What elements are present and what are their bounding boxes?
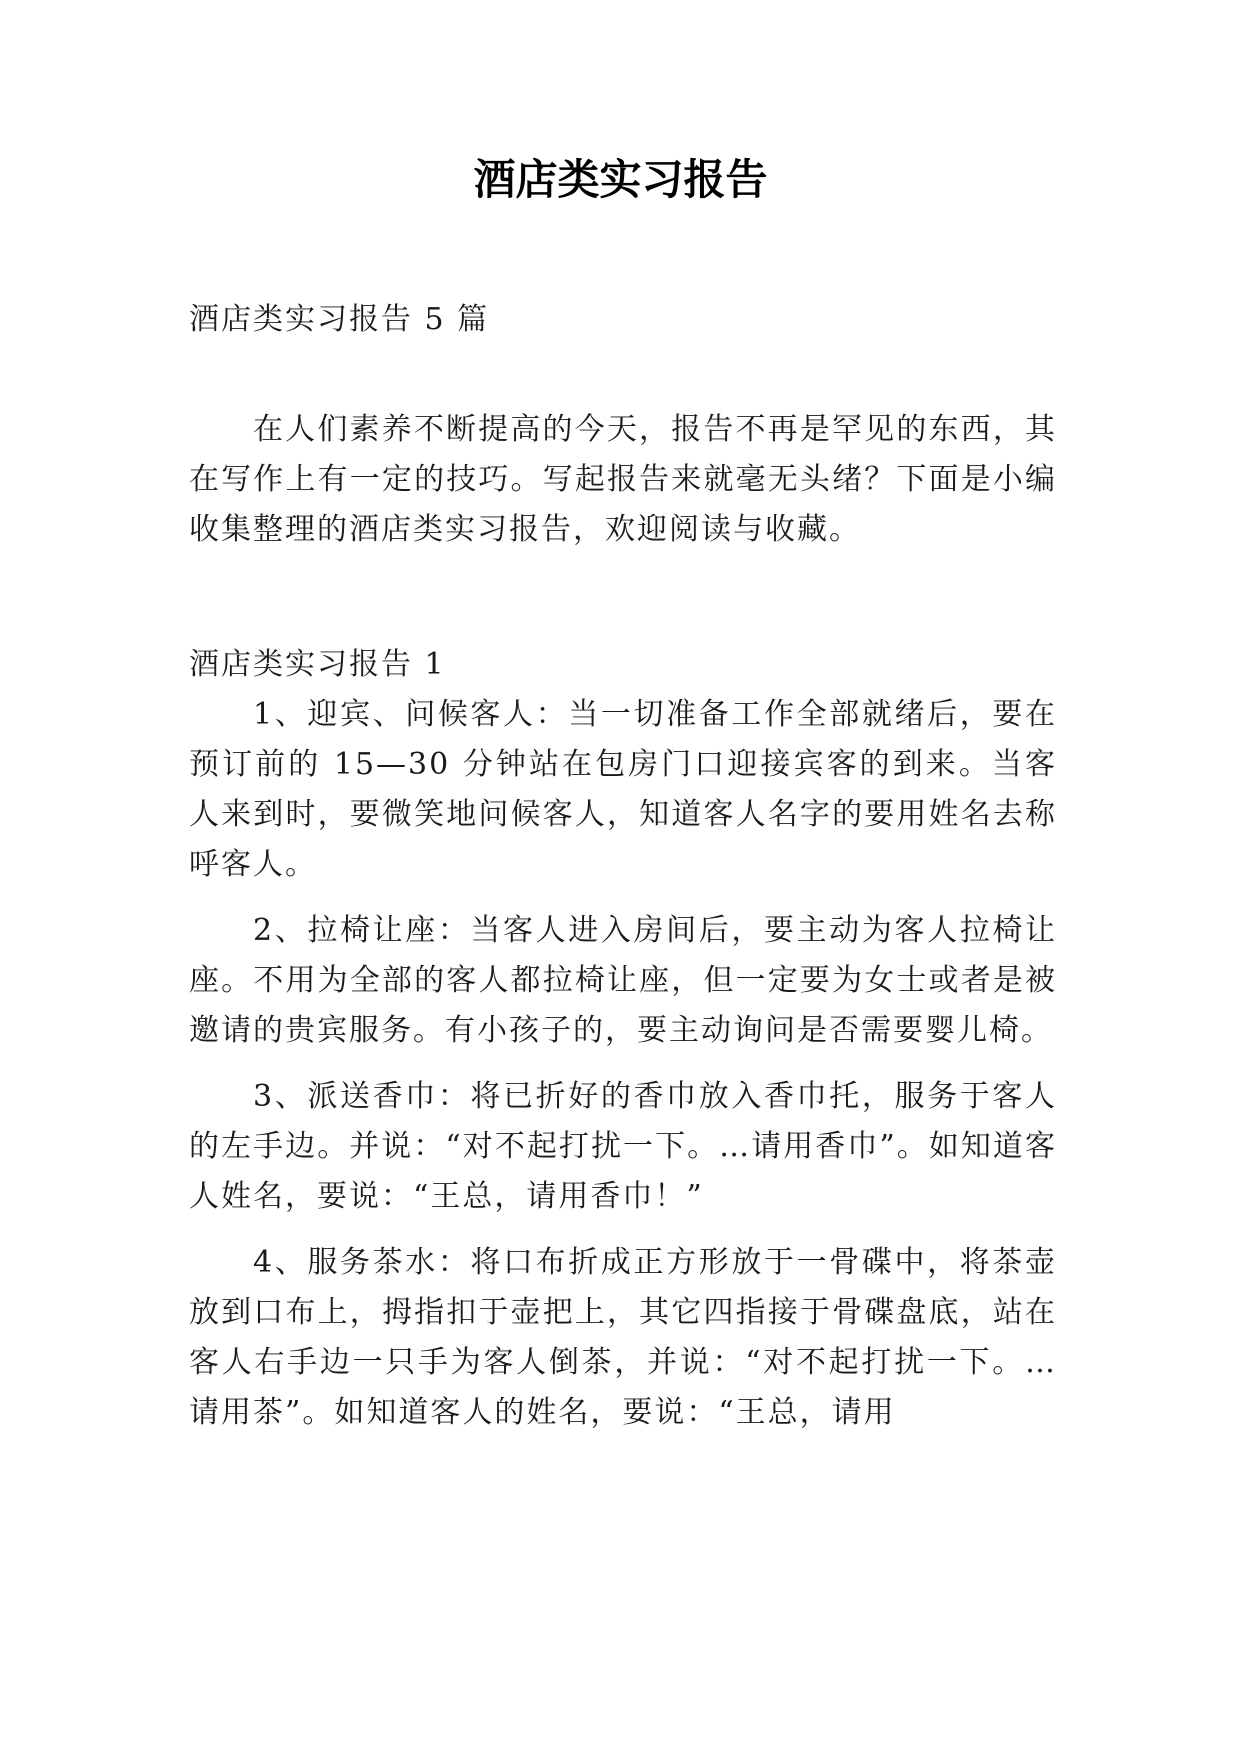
intro-section xyxy=(189,405,1057,555)
list-item: 4、服务茶水：将口布折成正方形放于一骨碟中，将茶壶放到口布上，拇指扣于壶把上，其它四指接于骨碟盘底，站在客人右手边一只手为客人倒茶，并说：“对不起打扰一下。…请用茶”。如知道客人的姓名，要说：“王总，请用 xyxy=(189,1245,1057,1430)
list-item: 1、迎宾、问候客人：当一切准备工作全部就绪后，要在预订前的 15—30 分钟站在包房门口迎接宾客的到来。当客人来到时，要微笑地问候客人，知道客人名字的要用姓名去称呼客人。 xyxy=(189,697,1057,882)
document-subtitle: 酒店类实习报告 5 篇 xyxy=(189,302,490,337)
list-item: 2、拉椅让座：当客人进入房间后，要主动为客人拉椅让座。不用为全部的客人都拉椅让座，但一定要为女士或者是被邀请的贵宾服务。有小孩子的，要主动询问是否需要婴儿椅。 xyxy=(189,913,1057,1048)
list-item: 3、派送香巾：将已折好的香巾放入香巾托，服务于客人的左手边。并说：“对不起打扰一下。…请用香巾”。如知道客人姓名，要说：“王总，请用香巾！” xyxy=(189,1079,1057,1214)
intro-paragraph: 在人们素养不断提高的今天，报告不再是罕见的东西，其在写作上有一定的技巧。写起报告来就毫无头绪？下面是小编收集整理的酒店类实习报告，欢迎阅读与收藏。 xyxy=(189,412,1057,547)
section-heading: 酒店类实习报告 1 xyxy=(189,647,446,682)
document-title: 酒店类实习报告 xyxy=(473,155,768,204)
report-items xyxy=(189,690,1057,1438)
